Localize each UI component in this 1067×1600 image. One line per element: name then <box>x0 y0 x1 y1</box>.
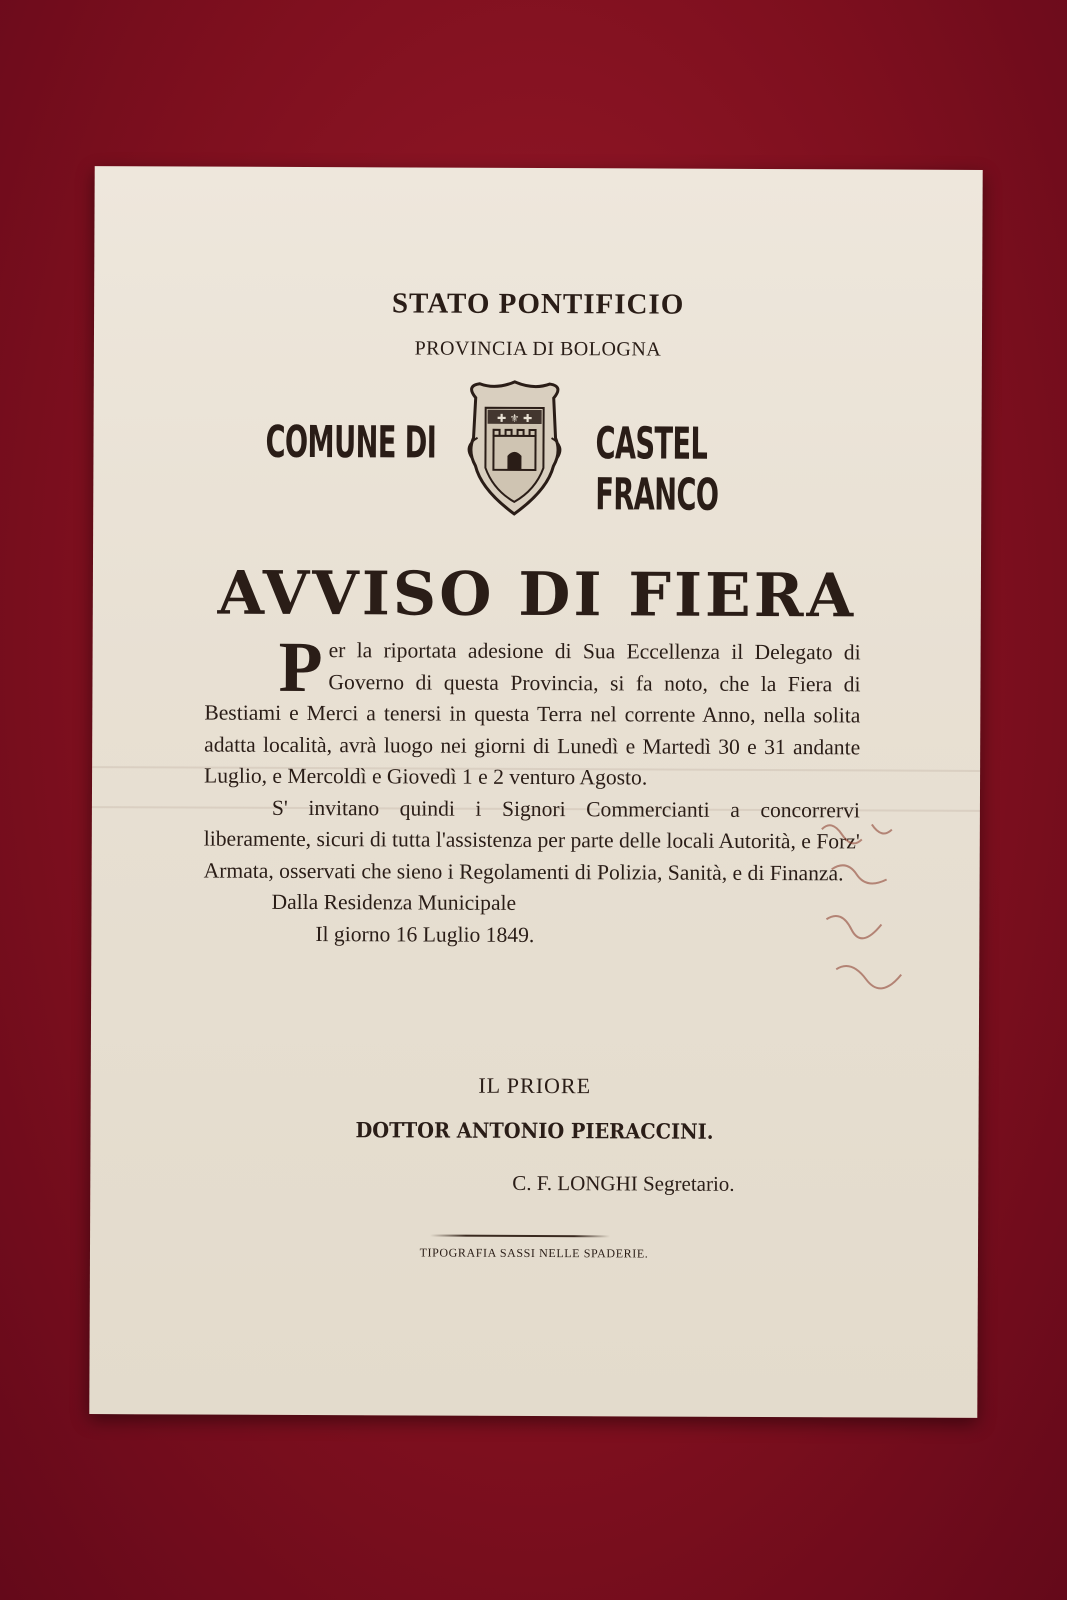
secretary-signature: C. F. LONGHI Segretario. <box>512 1170 735 1196</box>
poster-sheet <box>89 166 982 1418</box>
paragraph-2: S' invitano quindi i Signori Commercianti a concorrervi liberamente, sicuri di tutta l'assistenza per parte delle locali Autorità, e Forz' Armata, osservati che sieno i Regolamenti di Polizia, Sanità, e di Finanza. <box>203 795 860 885</box>
province-heading: PROVINCIA DI BOLOGNA <box>414 337 662 361</box>
notice-body <box>203 626 861 953</box>
issuing-place: Dalla Residenza Municipale <box>271 889 517 915</box>
paragraph-1-text: er la riportata adesione di Sua Eccellenza il Delegato di Governo di questa Provincia, si fa noto, che la Fiera di Bestiami e Merci a tenersi in questa Terra nel corrente Anno, nella solita adatta località, avrà luogo nei giorni di Lunedì e Martedì 30 e 31 andante Luglio, e Mercoldì e Giovedì 1 e 2 venturo Agosto. <box>204 638 861 790</box>
drop-cap: P <box>278 626 323 708</box>
handwritten-annotation-icon <box>811 809 942 1010</box>
issue-date: Il giorno 16 Luglio 1849. <box>315 921 535 947</box>
comune-name: CASTEL FRANCO <box>595 418 719 521</box>
printer-imprint: TIPOGRAFIA SASSI NELLE SPADERIE. <box>419 1245 649 1261</box>
state-heading: STATO PONTIFICIO <box>391 287 685 321</box>
paragraph-1 <box>204 626 861 795</box>
coat-of-arms-icon <box>455 378 574 519</box>
divider-rule <box>430 1235 610 1238</box>
svg-text:✚ ⚜ ✚: ✚ ⚜ ✚ <box>496 411 533 425</box>
comune-label: COMUNE DI <box>265 416 437 469</box>
notice-title: AVVISO DI FIERA <box>217 558 857 632</box>
priore-name: DOTTOR ANTONIO PIERACCINI. <box>355 1117 714 1144</box>
priore-title: IL PRIORE <box>478 1072 592 1099</box>
